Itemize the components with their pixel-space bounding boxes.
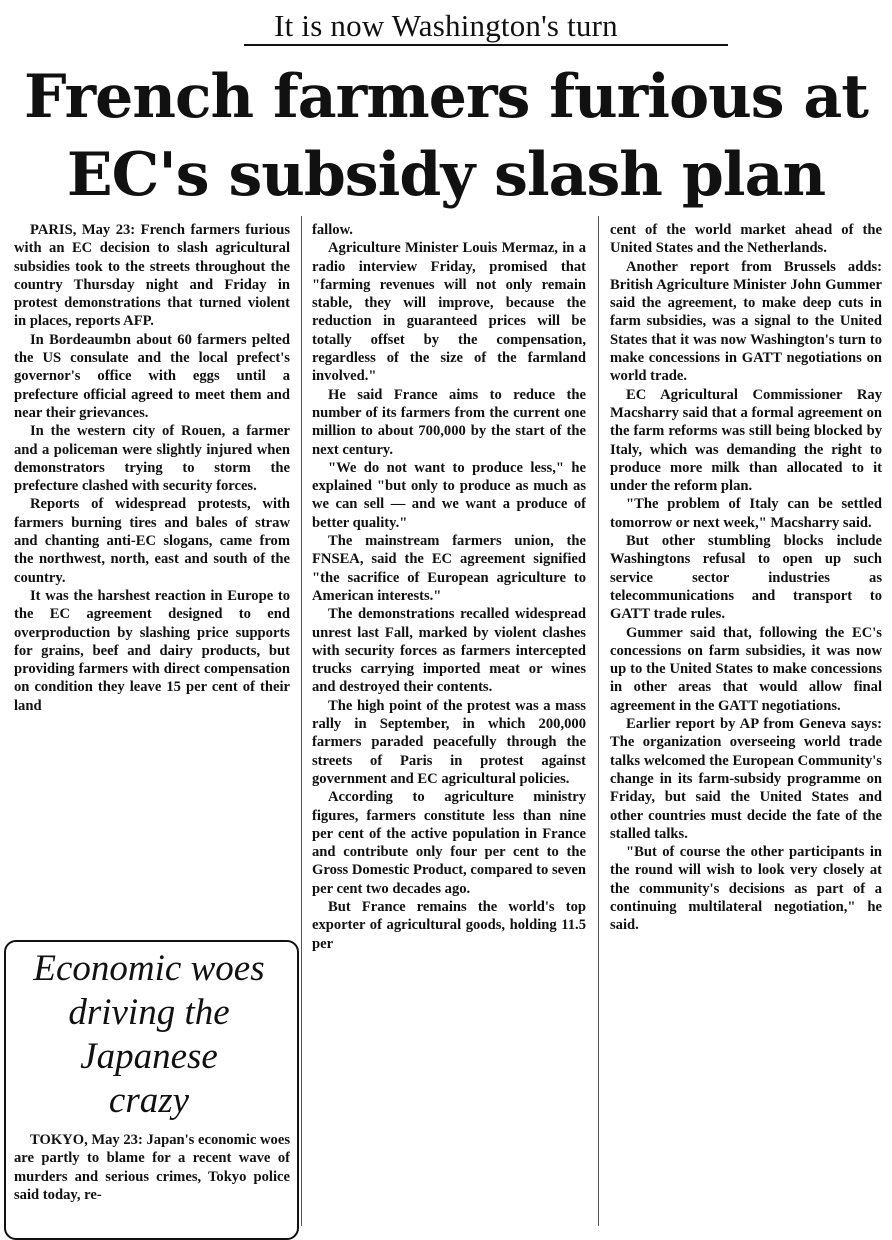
- paragraph: The high point of the protest was a mass rally in September, in which 200,000 farmers paraded peacefully through the streets of Paris in protest against government and EC agricultural policies.: [312, 697, 586, 787]
- paragraph: PARIS, May 23: French farmers furious with an EC decision to slash agricultural subsidies took to the streets throughout the country Thursday night and Friday in protest demonstrations that turned violent in places, reports AFP.: [14, 222, 290, 330]
- paragraph: Another report from Brussels adds: British Agriculture Minister John Gummer said the agreement, to make deep cuts in farm subsidies, was a signal to the United States that it was now Washington's turn to make concessions in GATT negotiations on world trade.: [610, 258, 882, 385]
- article-column-2: [312, 221, 586, 1226]
- kicker: It is now Washington's turn: [274, 8, 618, 43]
- paragraph: In the western city of Rouen, a farmer and a policeman were slightly injured when demonstrators trying to storm the prefecture clashed with security forces.: [14, 423, 290, 495]
- paragraph: According to agriculture ministry figures, farmers constitute less than nine per cent of the active population in France and contribute only four per cent to the Gross Domestic Product, compared to seven per cent two decades ago.: [312, 789, 586, 897]
- paragraph: TOKYO, May 23: Japan's economic woes are partly to blame for a recent wave of murders and serious crimes, Tokyo police said today, re-: [14, 1132, 290, 1203]
- paragraph: The mainstream farmers union, the FNSEA, said the EC agreement signified "the sacrifice of European agriculture to American interests.": [312, 533, 586, 604]
- paragraph: He said France aims to reduce the number of its farmers from the current one million to about 700,000 by the start of the next century.: [312, 386, 586, 458]
- sidebar-body: [14, 1131, 290, 1230]
- paragraph: In Bordeaumbn about 60 farmers pelted the US consulate and the local prefect's governor's office with eggs until a prefecture official agreed to meet them and near their grievances.: [14, 331, 290, 421]
- paragraph: But France remains the world's top exporter of agricultural goods, holding 11.5 per: [312, 898, 586, 952]
- paragraph: fallow.: [312, 222, 353, 238]
- sidebar-title-line: driving the: [68, 992, 230, 1033]
- paragraph: EC Agricultural Commissioner Ray Macsharry said that a formal agreement on the farm reforms was still being blocked by Italy, which was demanding the right to produce more milk than allocated to it under the reform plan.: [610, 386, 882, 495]
- sidebar-title: [8, 947, 290, 1123]
- headline-line-1: French farmers furious at: [24, 62, 868, 132]
- column-rule-2: [598, 216, 599, 1226]
- paragraph: Agriculture Minister Louis Mermaz, in a radio interview Friday, promised that "farming revenues will not only remain stable, they will improve, because the reduction in guaranteed prices will be totally offset by the compensation, regardless of the size of the farmland involved.": [312, 240, 586, 385]
- paragraph: Earlier report by AP from Geneva says: The organization overseeing world trade talks welcomed the European Community's change in its farm-subsidy programme on Friday, but said the United States and other countries must decide the fate of the stalled talks.: [610, 716, 882, 842]
- paragraph: "The problem of Italy can be settled tomorrow or next week," Macsharry said.: [610, 496, 882, 531]
- article-column-3: [610, 221, 882, 1226]
- paragraph: cent of the world market ahead of the United States and the Netherlands.: [610, 222, 882, 257]
- article-column-1: [14, 221, 290, 933]
- paragraph: Reports of widespread protests, with farmers burning tires and bales of straw and chanting anti-EC slogans, came from the northwest, north, east and south of the country.: [14, 496, 290, 586]
- sidebar-title-line: crazy: [108, 1080, 190, 1121]
- paragraph: It was the harshest reaction in Europe to the EC agreement designed to end overproduction by slashing price supports for grains, beef and dairy products, but providing farmers with direct compensation on condition they leave 15 per cent of their land: [14, 587, 290, 714]
- paragraph: "But of course the other participants in the round will wish to look very closely at the community's decisions as part of a continuing multilateral negotiation," he said.: [610, 844, 882, 934]
- sidebar-title-line: Economic woes: [33, 948, 265, 989]
- paragraph: But other stumbling blocks include Washingtons refusal to open up such service sector industries as telecommunications and transport to GATT trade rules.: [610, 533, 882, 623]
- paragraph: Gummer said that, following the EC's concessions on farm subsidies, it was now up to the United States to make concessions in other areas that would allow final agreement in the GATT negotiations.: [610, 624, 882, 714]
- sidebar-title-line: Japanese: [80, 1036, 218, 1077]
- headline: [0, 58, 892, 214]
- column-rule-1: [301, 216, 302, 1226]
- paragraph: "We do not want to produce less," he explained "but only to produce as much as we can sell — and we want a produce of better quality.": [312, 459, 586, 531]
- headline-line-2: EC's subsidy slash plan: [66, 140, 826, 210]
- paragraph: The demonstrations recalled widespread unrest last Fall, marked by violent clashes with security forces as farmers intercepted trucks carrying imported meat or wines and destroyed their contents.: [312, 606, 586, 696]
- kicker-rule: [244, 44, 728, 46]
